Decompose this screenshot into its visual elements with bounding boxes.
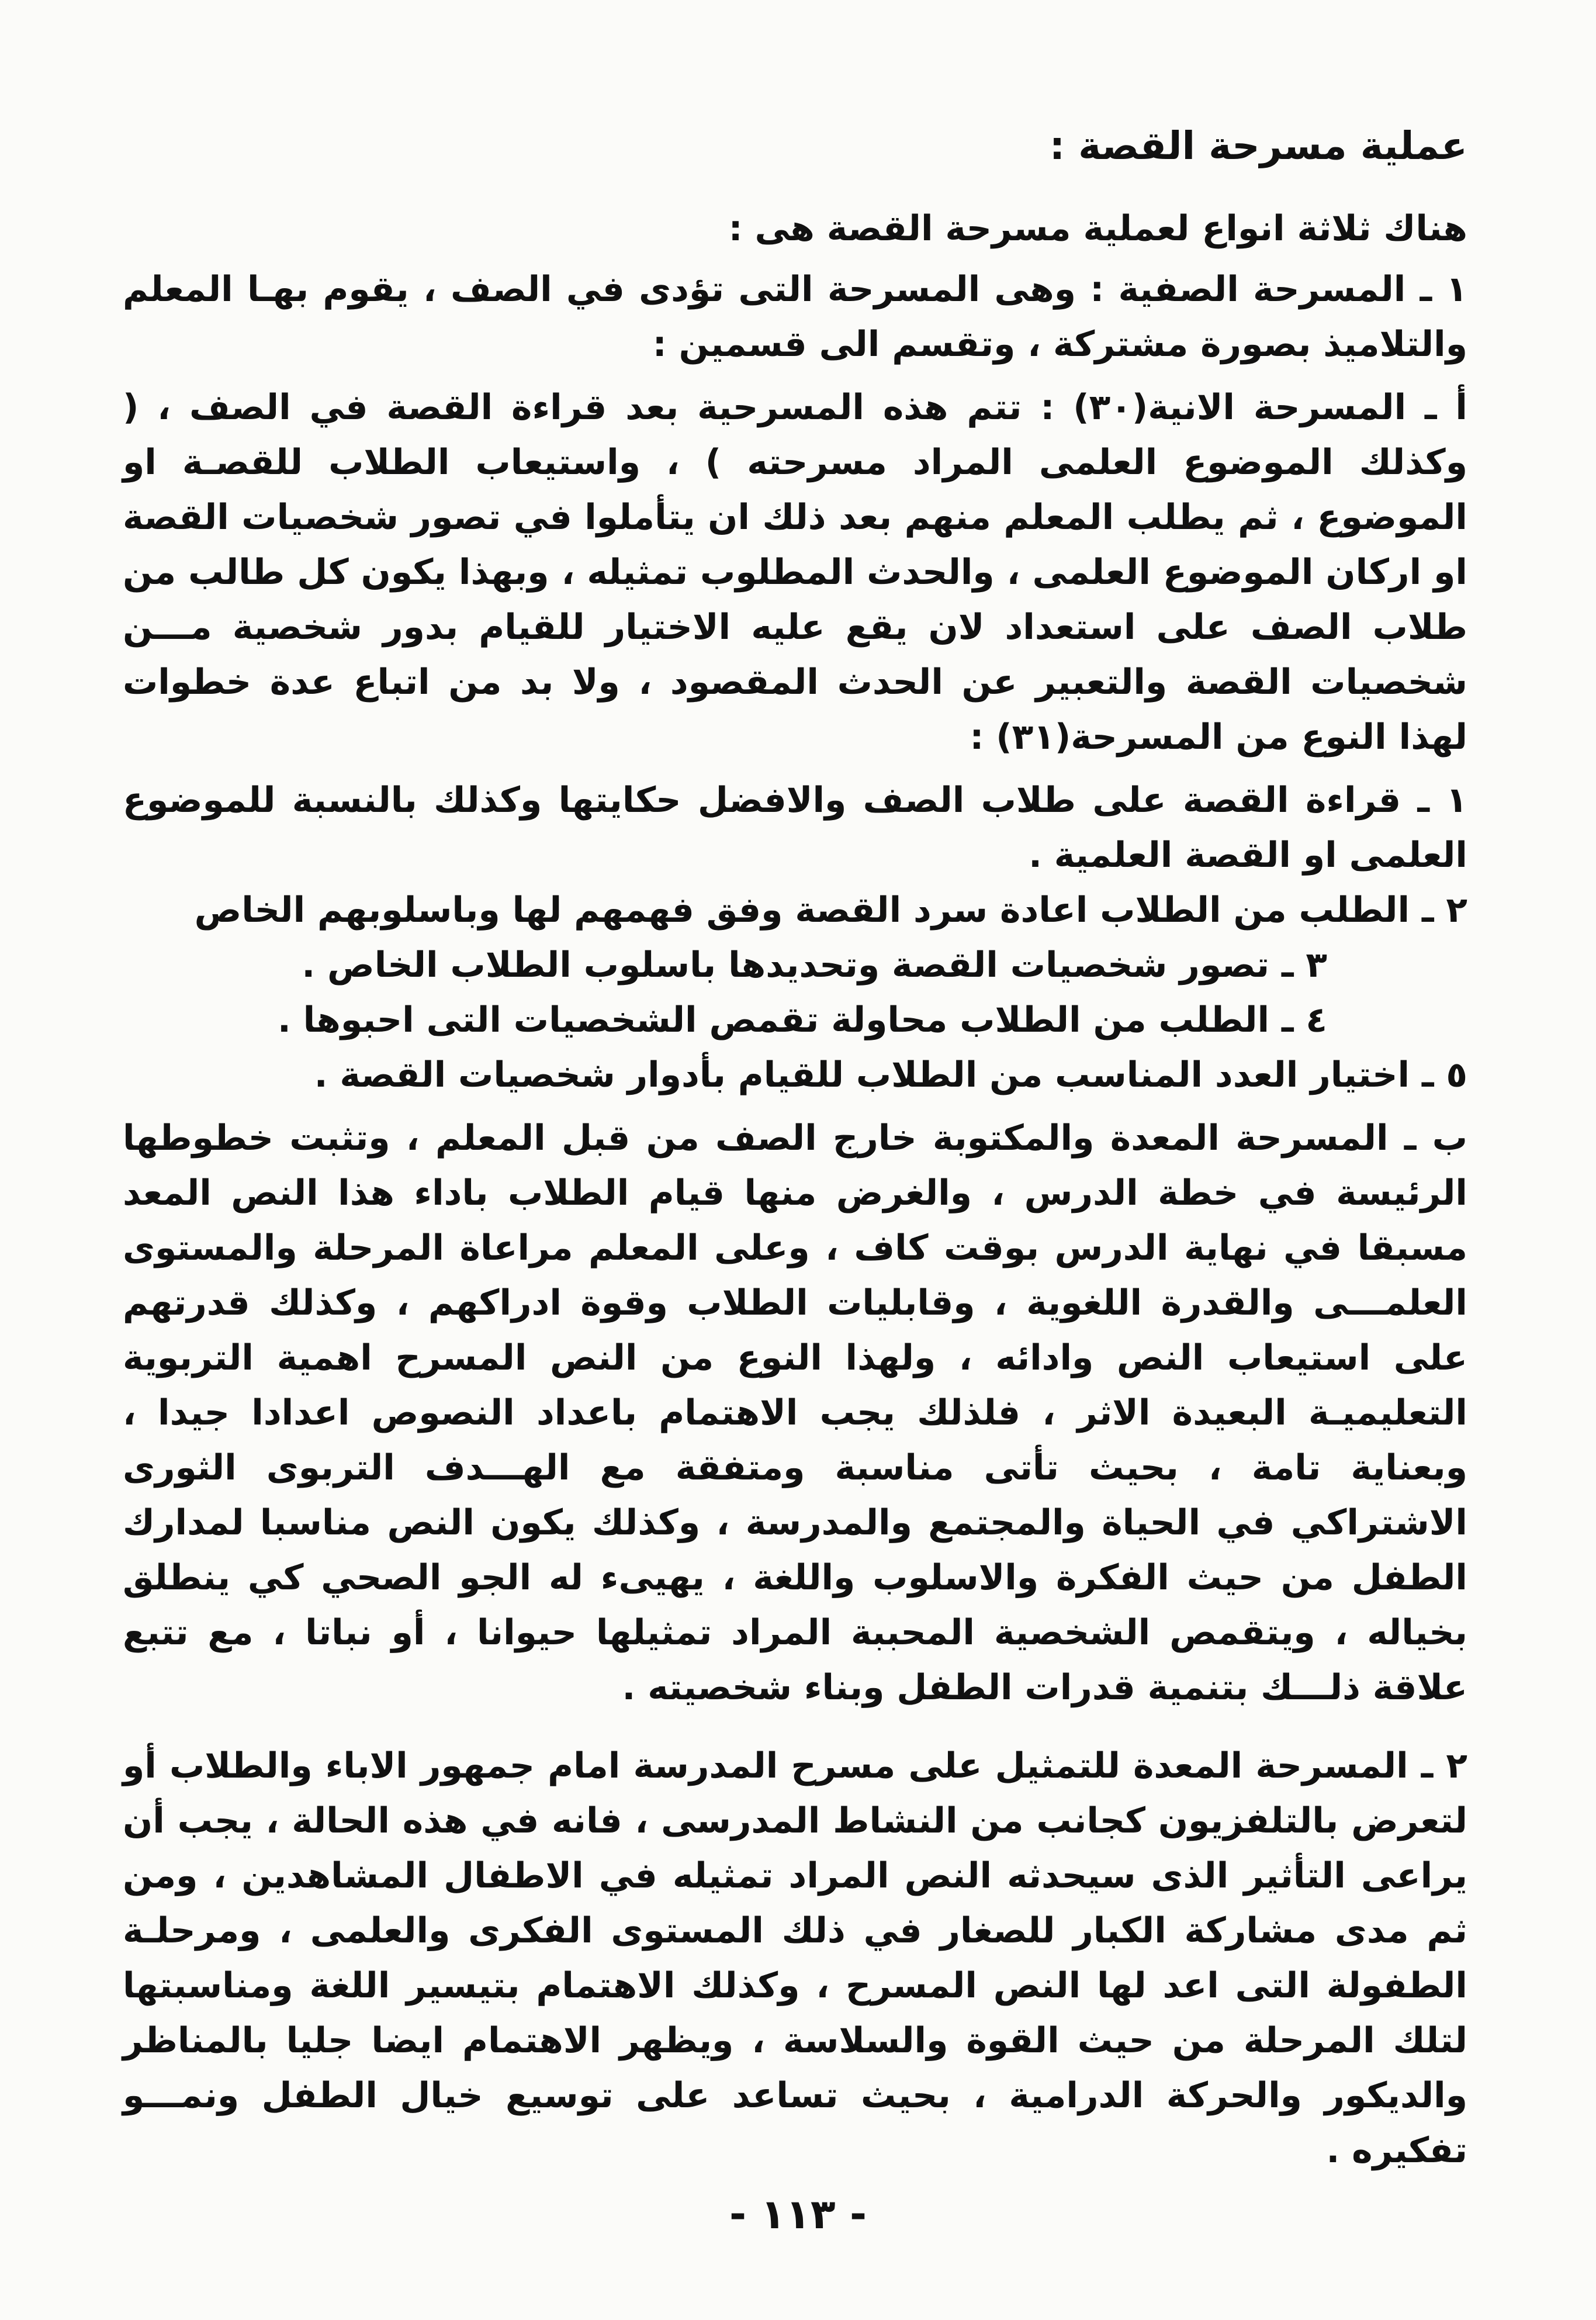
section-heading: عملية مسرحة القصة :	[1049, 123, 1467, 168]
step-item: ١ ـ قراءة القصة على طلاب الصف والافضل حكايتها وكذلك بالنسبة للموضوع العلمى او القصة العلمية .	[123, 780, 1467, 876]
type-1b-paragraph: ب ـ المسرحة المعدة والمكتوبة خارج الصف من قبل المعلم ، وتثبت خطوطها الرئيسة في خطة الدرس ، والغرض منها قيام الطلاب باداء هذا النص المعد مسبقا في نهاية الدرس بوقت كاف ، وعلى المعلم مراعاة المرحلة والمستوى العلمـــى والقدرة اللغوية ، وقابليات الطلاب وقوة ادراكهم ، وكذلك قدرتهم على استيعاب النص وادائه ، ولهذا النوع من النص المسرح اهمية التربوية التعليميـة البعيدة الاثر ، فلذلك يجب الاهتمام باعداد النصوص اعدادا جيدا ، وبعناية تامة ، بحيث تأتى مناسبة ومتفقة مع الهـــدف التربوى الثورى الاشتراكي في الحياة والمجتمع والمدرسة ، وكذلك يكون النص مناسبا لمدارك الطفل من حيث الفكرة والاسلوب واللغة ، يهيىء له الجو الصحي كي ينطلق بخياله ، ويتقمص الشخصية المحببة المراد تمثيلها حيوانا ، أو نباتا ، مع تتبع علاقة ذلـــك بتنمية قدرات الطفل وبناء شخصيته .	[123, 1118, 1467, 1708]
type-1-paragraph: ١ ـ المسرحة الصفية : وهى المسرحة التى تؤدى في الصف ، يقوم بهـا المعلم والتلاميذ بصورة مشتركة ، وتقسم الى قسمين :	[123, 269, 1467, 365]
steps-list	[123, 773, 1467, 1102]
intro-paragraph: هناك ثلاثة انواع لعملية مسرحة القصة هى :	[728, 208, 1467, 249]
page-number: - ١١٣ -	[729, 2190, 867, 2238]
step-item: ٥ ـ اختيار العدد المناسب من الطلاب للقيام بأدوار شخصيات القصة .	[314, 1054, 1467, 1095]
step-item: ٣ ـ تصور شخصيات القصة وتحديدها باسلوب الطلاب الخاص .	[302, 945, 1327, 986]
step-item: ٤ ـ الطلب من الطلاب محاولة تقمص الشخصيات التى احبوها .	[278, 1000, 1327, 1040]
page-content	[123, 117, 1467, 2178]
type-2-paragraph: ٢ ـ المسرحة المعدة للتمثيل على مسرح المدرسة امام جمهور الاباء والطلاب أو لتعرض بالتلفزيون كجانب من النشاط المدرسى ، فانه في هذه الحالة ، يجب أن يراعى التأثير الذى سيحدثه النص المراد تمثيله في الاطفال المشاهدين ، ومن ثم مدى مشاركة الكبار للصغار في ذلك المستوى الفكرى والعلمى ، ومرحلـة الطفولة التى اعد لها النص المسرح ، وكذلك الاهتمام بتيسير اللغة ومناسبتها لتلك المرحلة من حيث القوة والسلاسة ، ويظهر الاهتمام ايضا جليا بالمناظر والديكور والحركة الدرامية ، بحيث تساعد على توسيع خيال الطفل ونمـــو تفكيره .	[123, 1745, 1467, 2171]
step-item: ٢ ـ الطلب من الطلاب اعادة سرد القصة وفق فهمهم لها وباسلوبهم الخاص	[194, 890, 1467, 931]
type-1a-paragraph: أ ـ المسرحة الانية(٣٠) : تتم هذه المسرحية بعد قراءة القصة في الصف ، ( وكذلك الموضوع العلمى المراد مسرحته ) ، واستيعاب الطلاب للقصـة او الموضوع ، ثم يطلب المعلم منهم بعد ذلك ان يتأملوا في تصور شخصيات القصة او اركان الموضوع العلمى ، والحدث المطلوب تمثيله ، وبهذا يكون كل طالب من طلاب الصف على استعداد لان يقع عليه الاختيار للقيام بدور شخصية مـــن شخصيات القصة والتعبير عن الحدث المقصود ، ولا بد من اتباع عدة خطوات لهذا النوع من المسرحة(٣١) :	[123, 387, 1467, 758]
